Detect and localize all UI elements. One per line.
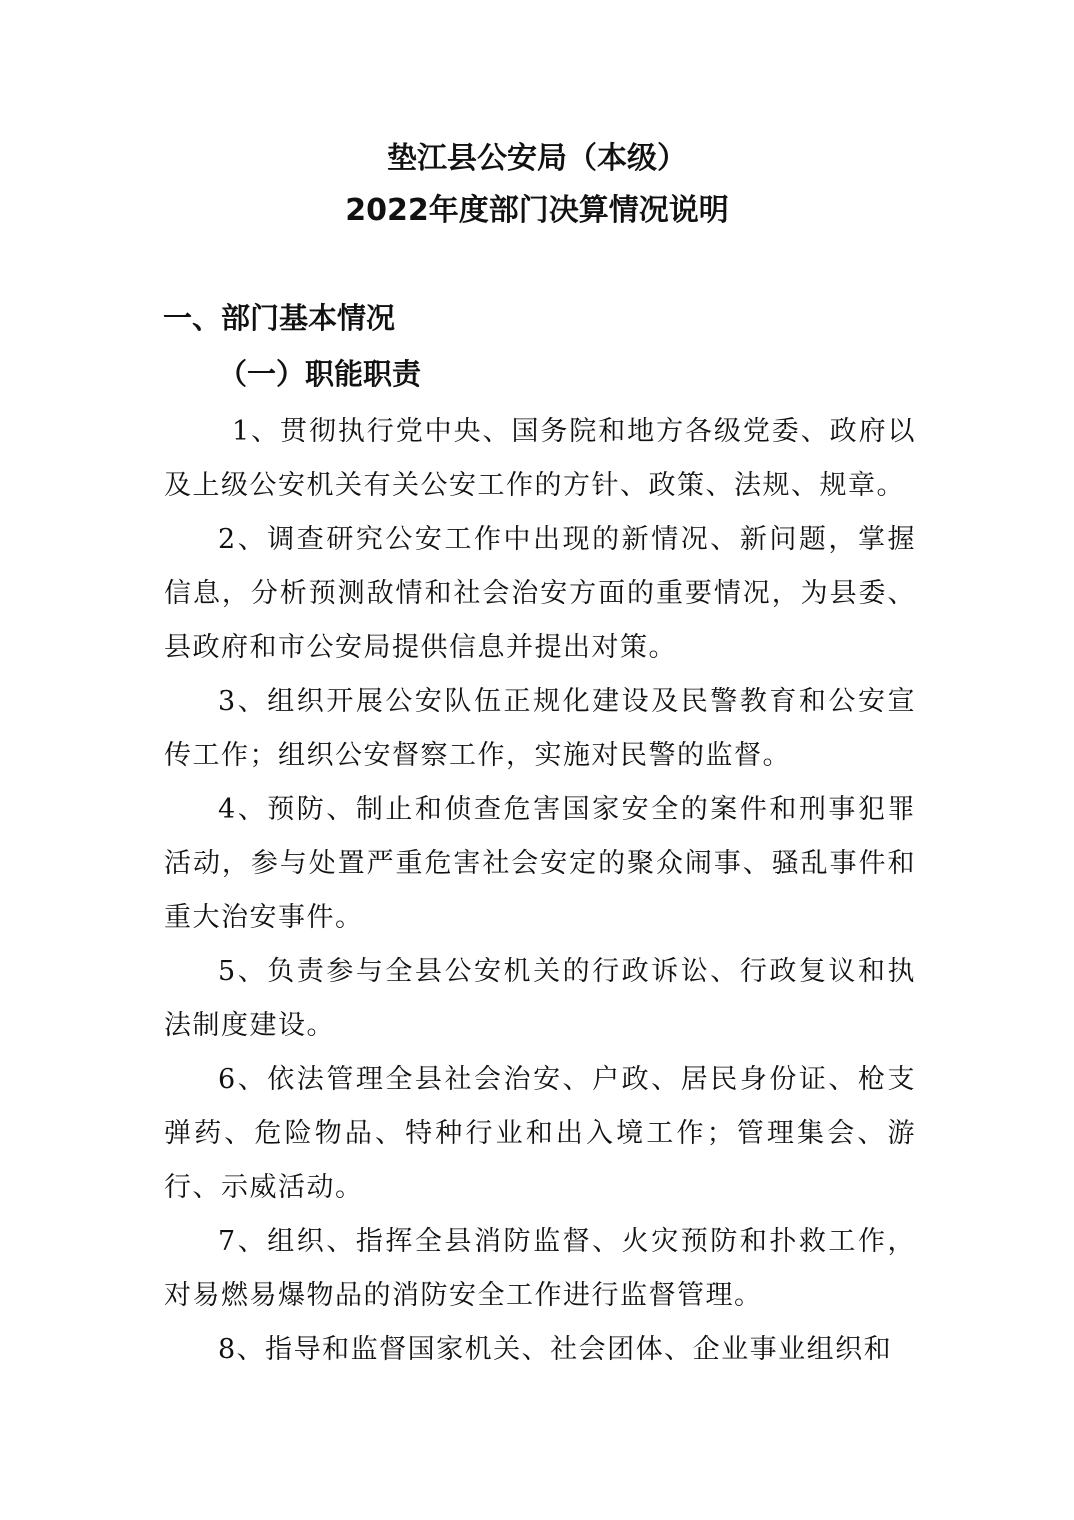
document-title-line1: 垫江县公安局（本级） <box>387 141 687 176</box>
duty-paragraph-2: 2、调查研究公安工作中出现的新情况、新问题，掌握信息，分析预测敌情和社会治安方面的重要情况，为县委、县政府和市公安局提供信息并提出对策。 <box>164 524 916 663</box>
duty-paragraph-1: 1、贯彻执行党中央、国务院和地方各级党委、政府以及上级公安机关有关公安工作的方针、政策、法规、规章。 <box>164 416 916 501</box>
duty-paragraph-3: 3、组织开展公安队伍正规化建设及民警教育和公安宣传工作；组织公安督察工作，实施对民警的监督。 <box>164 686 916 771</box>
duty-paragraph-8: 8、指导和监督国家机关、社会团体、企业事业组织和 <box>218 1334 893 1365</box>
section-heading-basic-info: 一、部门基本情况 <box>163 301 396 335</box>
subsection-heading-duties: （一）职能职责 <box>218 357 422 391</box>
duty-paragraph-5: 5、负责参与全县公安机关的行政诉讼、行政复议和执法制度建设。 <box>164 956 916 1041</box>
duty-paragraph-6: 6、依法管理全县社会治安、户政、居民身份证、枪支弹药、危险物品、特种行业和出入境工作；管理集会、游行、示威活动。 <box>164 1064 916 1203</box>
duty-paragraph-4: 4、预防、制止和侦查危害国家安全的案件和刑事犯罪活动，参与处置严重危害社会安定的聚众闹事、骚乱事件和重大治安事件。 <box>164 794 916 933</box>
duty-paragraph-7: 7、组织、指挥全县消防监督、火灾预防和扑救工作，对易燃易爆物品的消防安全工作进行监督管理。 <box>164 1226 916 1311</box>
document-title-line2: 2022年度部门决算情况说明 <box>345 193 729 228</box>
